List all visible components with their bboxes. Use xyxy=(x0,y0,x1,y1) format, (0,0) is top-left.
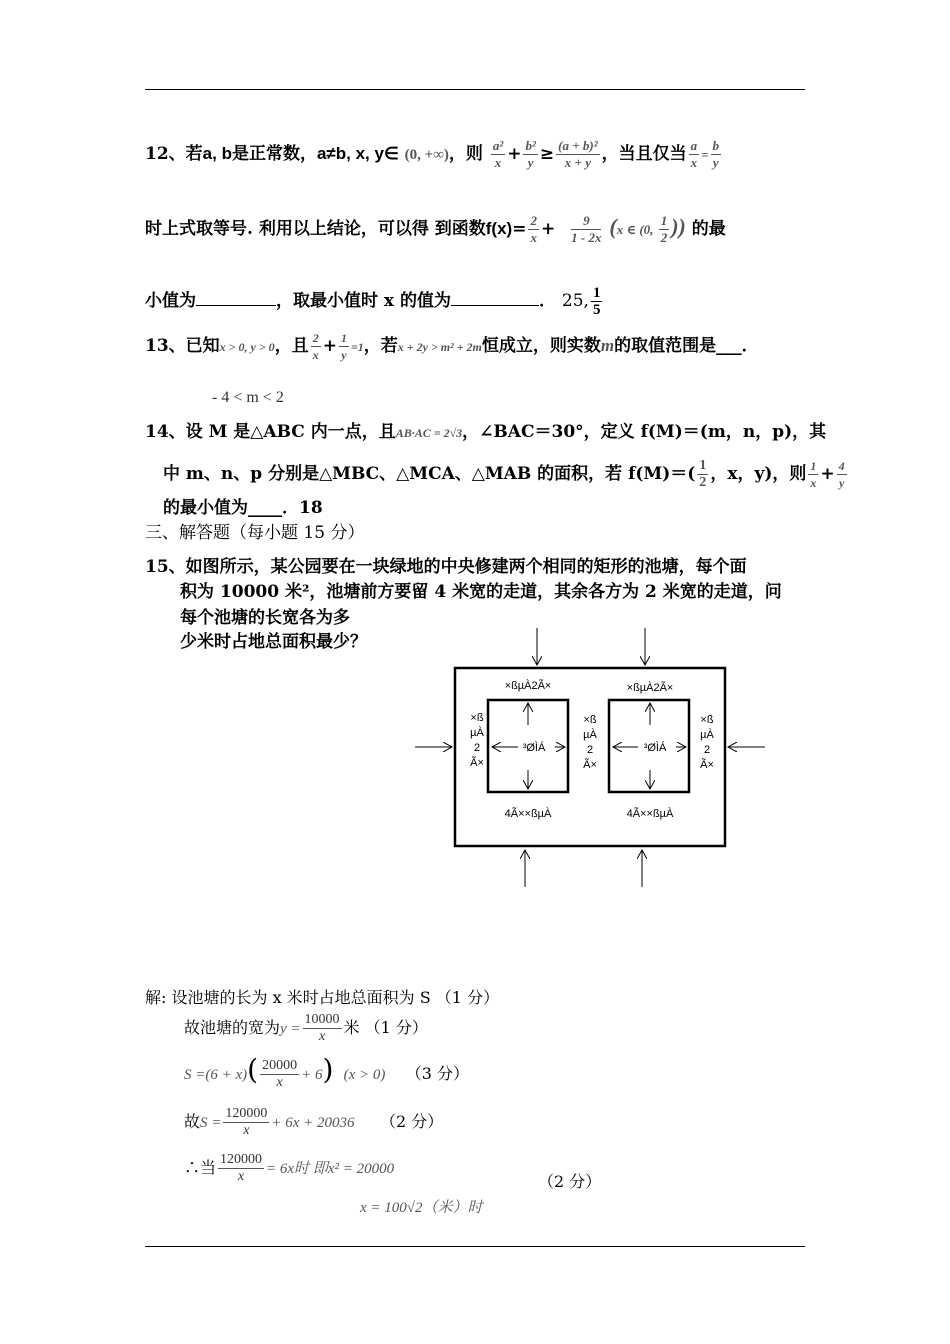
q15-line-1: 15、如图所示，某公园要在一块绿地的中央修建两个相同的矩形的池塘，每个面 xyxy=(145,557,747,577)
top-walkway-label-1: ×ßµÀ2Ã× xyxy=(504,680,552,692)
pond-diagram xyxy=(410,625,770,890)
bottom-walkway-label-2: 4Ã××ßµÀ xyxy=(626,808,674,820)
svg-text:×ß: ×ß xyxy=(583,714,597,726)
pond-label-right: ³ØÌÁ xyxy=(643,742,667,754)
svg-text:Ã×: Ã× xyxy=(583,759,597,771)
side-label-right xyxy=(700,714,714,771)
q15-line-3: 每个池塘的长宽各为多 xyxy=(180,608,350,628)
q15-line-4: 少米时占地总面积最少？ xyxy=(180,632,367,652)
svg-text:µÀ: µÀ xyxy=(583,729,597,741)
q14-line-1: 14、设 M 是△ABC 内一点，且AB·AC = 2√3，∠BAC＝30°，定义 f(M)＝(m，n，p)，其 xyxy=(145,422,827,442)
svg-text:µÀ: µÀ xyxy=(700,729,714,741)
q13-line: 13、已知x > 0, y > 0，且 $\frac{2}{x}$ + $\frac{1}{y}$ =1，若x + 2y > m² + 2m恒成立，则实数m的取值范围是___． xyxy=(145,331,759,362)
q15-line-2: 积为 10000 米²，池塘前方要留 4 米宽的走道，其余各方为 2 米宽的走道，问 xyxy=(180,582,782,602)
top-walkway-label-2: ×ßµÀ2Ã× xyxy=(626,682,674,694)
q12-line-1: 12、若a, b是正常数，a≠b, x, y∈ (0, +∞)，则 $\frac{\text{a²}}{x}$ + $\frac{\text{b²}}{y}$ ≥ $\frac{\text{(a + b)²}}{x + y}$ ，当且仅当 $\frac{a}{x}$ = $\frac{b}{y}$ xyxy=(145,138,720,170)
sol-line-4: 故S = $\frac{120000}{x}$ + 6x + 20036 （2 分） xyxy=(184,1106,444,1138)
svg-text:2: 2 xyxy=(586,744,594,756)
q14-line-2: 中 m、n、p 分别是△MBC、△MCA、△MAB 的面积，若 f(M)＝( $\frac{1}{2}$ ，x，y)，则 $\frac{1}{x}$ + $\frac{4}{y}$ xyxy=(163,458,845,490)
q12-line-3: 小值为 ，取最小值时 x 的值为 ． 25, $\frac{1}{5}$ xyxy=(145,285,601,318)
svg-text:2: 2 xyxy=(473,742,481,754)
section-heading: 三、解答题（每小题 15 分） xyxy=(145,523,365,543)
sol-line-5: ∴当 $\frac{120000}{x}$ = 6x时 即x² = 20000 xyxy=(184,1152,395,1184)
side-label-middle xyxy=(583,714,597,771)
bottom-walkway-label-1: 4Ã××ßµÀ xyxy=(504,808,552,820)
sol-line-2: 故池塘的宽为y = $\frac{10000}{x}$ 米 （1 分） xyxy=(184,1012,428,1044)
park-boundary xyxy=(455,668,725,846)
side-label-left xyxy=(470,712,484,769)
sol-line-1: 解: 设池塘的长为 x 米时占地总面积为 S （1 分） xyxy=(145,988,500,1007)
svg-text:×ß: ×ß xyxy=(470,712,484,724)
footer-rule xyxy=(145,1246,805,1247)
svg-text:2: 2 xyxy=(703,744,711,756)
sol-line-5-points: （2 分） xyxy=(538,1172,602,1191)
q12-line-2: 时上式取等号. 利用以上结论，可以得 到函数f(x)= $\frac{2}{x}$ + $\frac{9}{1 - 2x}$ (x ∈ (0, $\frac{1}{2}$ )) 的最 xyxy=(145,213,726,245)
svg-text:×ß: ×ß xyxy=(700,714,714,726)
q14-line-3: 的最小值为____．18 xyxy=(163,498,323,518)
svg-text:µÀ: µÀ xyxy=(470,727,484,739)
pond-label-left: ³ØÌÁ xyxy=(522,742,546,754)
sol-line-3: S =(6 + x)( $\frac{20000}{x}$ + 6) (x > 0) （3 分） xyxy=(184,1053,469,1090)
q13-answer: - 4 < m < 2 xyxy=(212,389,284,406)
svg-text:Ã×: Ã× xyxy=(700,759,714,771)
sol-line-6: x = 100√2（米）时 xyxy=(360,1200,483,1216)
svg-text:Ã×: Ã× xyxy=(470,757,484,769)
header-rule xyxy=(145,89,805,90)
